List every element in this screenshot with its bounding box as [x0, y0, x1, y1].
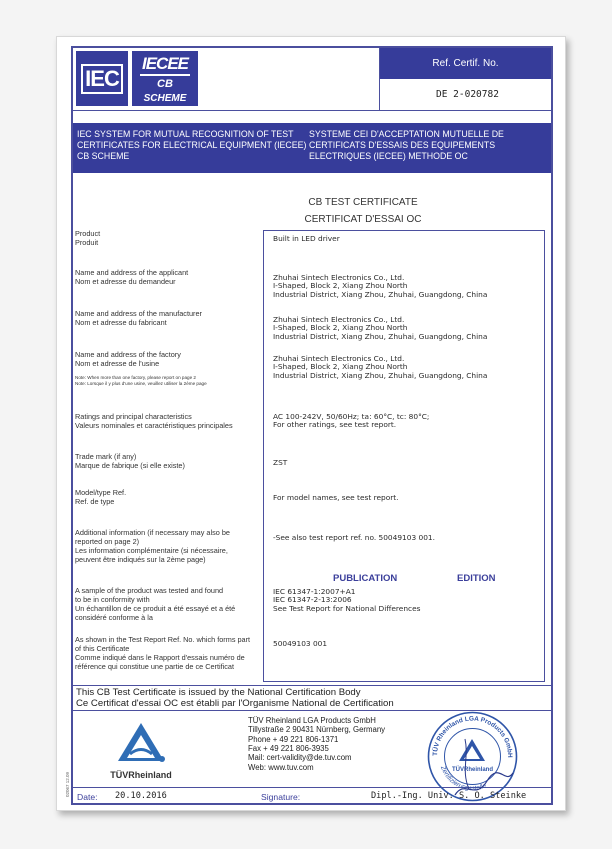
ratings-label	[75, 413, 259, 431]
date-label: Date:	[77, 792, 98, 802]
additional-label-fr-1: Les information complémentaire (si nécessaire,	[75, 545, 228, 555]
publication-heading: PUBLICATION	[333, 573, 398, 584]
tuv-logo-text: TÜVRheinland	[110, 770, 172, 780]
manufacturer-line-2: I-Shaped, Block 2, Xiang Zhou North	[273, 323, 408, 333]
ratings-line-2: For other ratings, see test report.	[273, 420, 397, 430]
additional-label-en-1: Additional information (if necessary may also be	[75, 528, 230, 537]
stamp-center-text: TÜVRheinland	[451, 767, 494, 773]
trademark-label	[75, 453, 259, 471]
factory-note-fr: Note: Lorsque il y plus d'une usine, veuillez utiliser la 2ème page	[75, 380, 207, 386]
manufacturer-label	[75, 310, 259, 328]
tuv-triangle-icon	[116, 721, 166, 763]
ref-certif-label: Ref. Certif. No.	[380, 48, 551, 79]
manufacturer-line-1: Zhuhai Sintech Electronics Co., Ltd.	[273, 315, 405, 324]
additional-info-label	[75, 529, 259, 565]
factory-label-fr: Nom et adresse de l'usine	[75, 358, 160, 368]
standard-line-3: See Test Report for National Differences	[273, 603, 421, 613]
signature-value: Dipl.-Ing. Univ. S. O. Steinke	[371, 791, 527, 801]
applicant-address	[273, 274, 543, 299]
applicant-label	[75, 269, 259, 287]
stamp-bottom-text: Zertifizierungsstelle	[439, 765, 488, 793]
sample-label-fr-2: considéré conforme à la	[75, 612, 153, 622]
issuer-phone: Phone + 49 221 806-1371	[248, 734, 339, 744]
product-label-fr: Produit	[75, 237, 99, 247]
certificat-essai-title: CERTIFICAT D'ESSAI OC	[304, 214, 422, 225]
ratings-label-en: Ratings and principal characteristics	[75, 412, 192, 421]
standard-line-1: IEC 61347-1:2007+A1	[273, 587, 356, 596]
date-value: 20.10.2016	[115, 791, 167, 801]
manufacturer-address	[273, 316, 543, 341]
test-report-label	[75, 636, 259, 672]
report-label-fr-1: Comme indiqué dans le Rapport d'essais numéro de	[75, 652, 245, 662]
sample-label-en-2: to be in conformity with	[75, 594, 150, 604]
factory-note	[75, 375, 259, 387]
tuv-rheinland-logo	[101, 721, 181, 781]
iecee-cb-logo	[132, 51, 198, 106]
ref-certif-number: DE 2-020782	[436, 89, 499, 100]
certificate-header	[73, 48, 551, 111]
applicant-line-3: Industrial District, Xiang Zhou, Zhuhai, Guangdong, China	[273, 289, 488, 299]
iec-logo-text: IEC	[81, 64, 123, 94]
additional-label-fr-2: peuvent être indiqués sur la 2ème page)	[75, 554, 206, 564]
additional-label-en-2: reported on page 2)	[75, 536, 140, 546]
factory-address	[273, 355, 543, 380]
factory-label	[75, 351, 259, 387]
factory-note-en: Note: When more than one factory, please report on page 2	[75, 374, 196, 380]
test-report-number: 50049103 001	[273, 639, 328, 648]
ratings-label-fr: Valeurs nominales et caractéristiques principales	[75, 420, 233, 430]
applicant-label-en: Name and address of the applicant	[75, 268, 189, 277]
additional-info-value: -See also test report ref. no. 50049103 001.	[273, 533, 435, 542]
issuer-address	[248, 716, 438, 772]
trademark-value: ZST	[273, 458, 288, 467]
factory-line-1: Zhuhai Sintech Electronics Co., Ltd.	[273, 354, 405, 363]
scheme-title-english: IEC SYSTEM FOR MUTUAL RECOGNITION OF TEST CERTIFICATES FOR ELECTRICAL EQUIPMENT (IECEE) CB SCHEME	[77, 129, 307, 161]
report-label-en-1: As shown in the Test Report Ref. No. which forms part	[75, 635, 251, 644]
scheme-title-band	[73, 123, 551, 173]
sample-label-en-1: A sample of the product was tested and found	[75, 586, 224, 595]
model-value: For model names, see test report.	[273, 493, 399, 502]
certificate-frame	[71, 46, 553, 805]
model-label-en: Model/type Ref.	[75, 488, 127, 497]
manufacturer-label-fr: Nom et adresse du fabricant	[75, 317, 167, 327]
scheme-title-french: SYSTEME CEI D'ACCEPTATION MUTUELLE DE CERTIFICATS D'ESSAIS DES EQUIPEMENTS ELECTRIQUES (IECEE) METHODE OC	[309, 129, 504, 161]
ratings-line-1: AC 100-242V, 50/60Hz; ta: 60°C, tc: 80°C;	[273, 412, 430, 421]
ratings-value	[273, 413, 543, 430]
issued-by-en: This CB Test Certificate is issued by the National Certification Body	[76, 687, 361, 698]
report-label-fr-2: référence qui constitue une partie de ce Certificat	[75, 661, 234, 671]
factory-label-en: Name and address of the factory	[75, 350, 181, 359]
iecee-logo-text: IECEE	[140, 55, 190, 76]
report-label-en-2: of this Certificate	[75, 643, 130, 653]
issuer-fax: Fax + 49 221 806-3935	[248, 744, 329, 754]
certificate-sheet	[56, 36, 566, 811]
issuer-street: Tillystraße 2 90431 Nürnberg, Germany	[248, 725, 386, 735]
standard-line-2: IEC 61347-2-13:2006	[273, 595, 352, 605]
standards-value	[273, 588, 543, 613]
cb-test-certificate-title: CB TEST CERTIFICATE	[308, 197, 418, 208]
product-label	[75, 230, 259, 248]
iec-logo	[76, 51, 128, 106]
trademark-label-en: Trade mark (if any)	[75, 452, 137, 461]
sample-label-fr-1: Un échantillon de ce produit a été essayé et a été	[75, 603, 236, 613]
side-form-code: 02067 12.09	[65, 771, 70, 797]
cb-logo-text: CB	[157, 78, 173, 90]
scheme-logo-text: SCHEME	[143, 92, 187, 104]
issuer-block	[73, 710, 551, 793]
manufacturer-line-3: Industrial District, Xiang Zhou, Zhuhai, Guangdong, China	[273, 331, 488, 341]
factory-line-2: I-Shaped, Block 2, Xiang Zhou North	[273, 362, 408, 372]
issuer-web: Web: www.tuv.com	[248, 762, 314, 772]
issuer-mail: Mail: cert-validity@de.tuv.com	[248, 753, 352, 763]
applicant-line-1: Zhuhai Sintech Electronics Co., Ltd.	[273, 273, 405, 282]
applicant-label-fr: Nom et adresse du demandeur	[75, 276, 176, 286]
factory-line-3: Industrial District, Xiang Zhou, Zhuhai, Guangdong, China	[273, 370, 488, 380]
issuer-name: TÜV Rheinland LGA Products GmbH	[248, 716, 376, 725]
model-label	[75, 489, 259, 507]
stamp-top-text: TÜV Rheinland LGA Products GmbH	[431, 715, 514, 758]
applicant-line-2: I-Shaped, Block 2, Xiang Zhou North	[273, 281, 408, 291]
signature-label: Signature:	[261, 792, 301, 802]
certificate-footer	[73, 789, 551, 805]
sample-conformity-label	[75, 587, 259, 623]
model-label-fr: Ref. de type	[75, 496, 115, 506]
edition-heading: EDITION	[457, 573, 496, 584]
product-value: Built in LED driver	[273, 234, 340, 243]
trademark-label-fr: Marque de fabrique (si elle existe)	[75, 460, 185, 470]
product-label-en: Product	[75, 229, 101, 238]
issued-by-statement	[73, 685, 551, 710]
issued-by-fr: Ce Certificat d'essai OC est établi par l'Organisme National de Certification	[76, 697, 394, 709]
reference-box	[379, 48, 551, 111]
manufacturer-label-en: Name and address of the manufacturer	[75, 309, 202, 318]
